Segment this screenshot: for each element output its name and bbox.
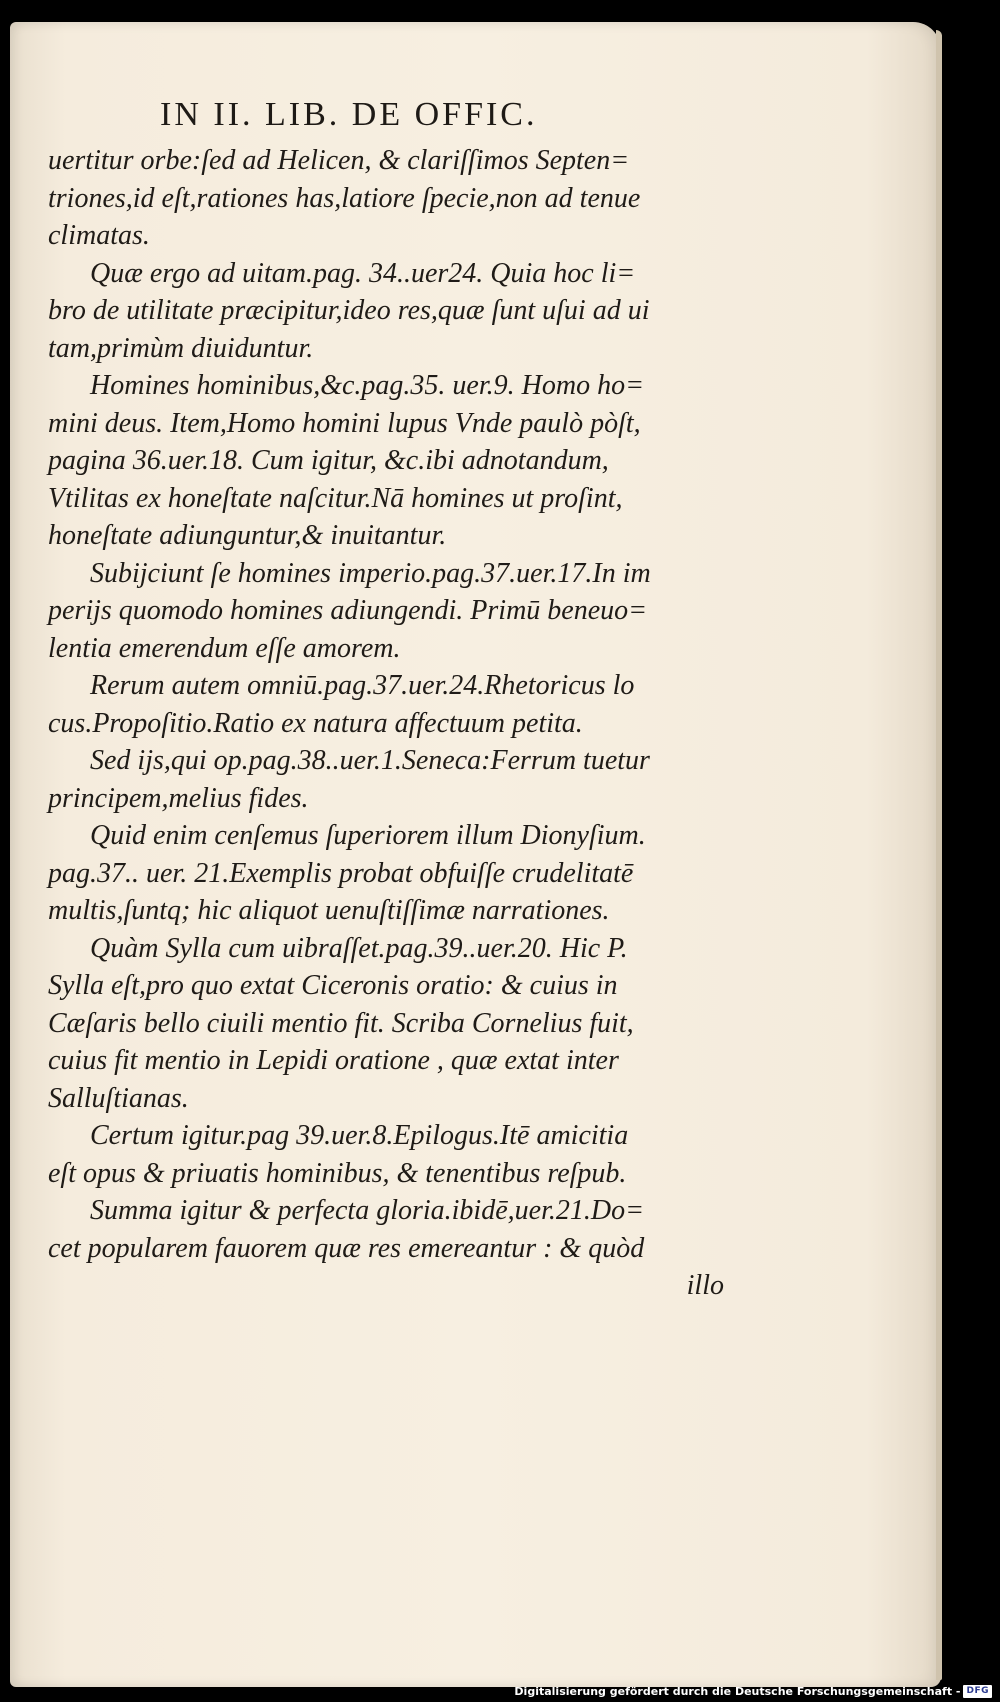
text-line: perijs quomodo homines adiungendi. Primū beneuo= (48, 595, 648, 626)
text-line: cus.Propoſitio.Ratio ex natura affectuum petita. (48, 707, 583, 739)
text-line: eſt opus & priuatis hominibus, & tenentibus reſpub. (48, 1157, 627, 1189)
text-line: Subijciunt ſe homines imperio.pag.37.uer.17.In im (90, 557, 651, 589)
text-line: principem,melius fides. (48, 782, 309, 814)
text-line: Quàm Sylla cum uibraſſet.pag.39..uer.20. Hic P. (90, 932, 628, 964)
text-line: Homines hominibus,&c.pag.35. uer.9. Homo ho= (90, 370, 644, 401)
text-line: climatas. (48, 220, 150, 251)
text-line: Summa igitur & perfecta gloria.ibidē,uer.21.Do= (90, 1195, 644, 1226)
text-line: multis,ſuntq; hic aliquot uenuſtiſſimæ narrationes. (48, 895, 610, 926)
footer-credit (514, 1683, 992, 1699)
text-line: Rerum autem omniū.pag.37.uer.24.Rhetoricus lo (90, 670, 635, 701)
text-line: Vtilitas ex honeſtate naſcitur.Nā homines ut proſint, (48, 482, 623, 514)
text-line: Certum igitur.pag 39.uer.8.Epilogus.Itē amicitia (90, 1120, 629, 1151)
text-line: Sed ijs,qui op.pag.38..uer.1.Seneca:Ferrum tuetur (90, 745, 650, 776)
text-line: Quæ ergo ad uitam.pag. 34..uer24. Quia hoc li= (90, 257, 636, 289)
text-line: uertitur orbe:ſed ad Helicen, & clariſſimos Septen= (48, 145, 630, 176)
text-line: lentia emerendum eſſe amorem. (48, 632, 401, 664)
text-line: pag.37.. uer. 21.Exemplis probat obfuiſſe crudelitatē (48, 857, 634, 889)
text-line: mini deus. Item,Homo homini lupus Vnde paulò pòſt, (48, 407, 641, 439)
running-header: IN II. LIB. DE OFFIC. (160, 96, 538, 133)
page-edge (936, 30, 942, 1680)
text-line: Salluſtianas. (48, 1082, 189, 1114)
text-line: cuius fit mentio in Lepidi oratione , quæ extat inter (48, 1045, 619, 1076)
catchword: illo (686, 1270, 724, 1301)
text-line: triones,id eſt,rationes has,latiore ſpecie,non ad tenue (48, 182, 641, 214)
text-line: cet popularem fauorem quæ res emereantur : & quòd (48, 1232, 645, 1264)
text-line: tam,primùm diuiduntur. (48, 332, 314, 364)
footer-credit-text: Digitalisierung gefördert durch die Deutsche Forschungsgemeinschaft - (514, 1684, 961, 1698)
dfg-logo: DFG (963, 1685, 992, 1698)
body-text (48, 142, 724, 1305)
text-line: pagina 36.uer.18. Cum igitur, &c.ibi adnotandum, (48, 445, 609, 476)
text-line: honeſtate adiunguntur,& inuitantur. (48, 520, 447, 551)
text-line: Sylla eſt,pro quo extat Ciceronis oratio: & cuius in (48, 970, 618, 1001)
text-line: Cæſaris bello ciuili mentio fit. Scriba Cornelius fuit, (48, 1007, 634, 1039)
text-line: bro de utilitate præcipitur,ideo res,quæ ſunt uſui ad ui (48, 295, 650, 326)
text-line: Quid enim cenſemus ſuperiorem illum Dionyſium. (90, 820, 646, 851)
